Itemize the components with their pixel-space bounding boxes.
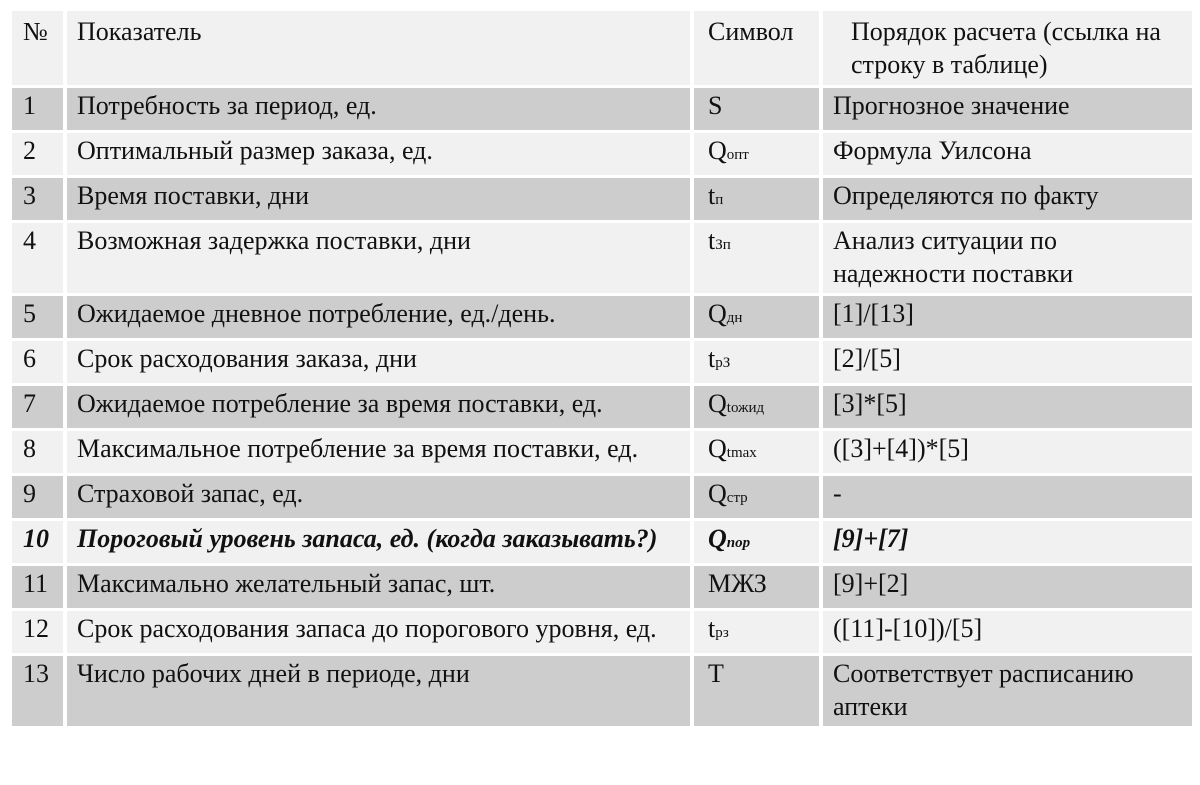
row-indicator: Ожидаемое дневное потребление, ед./день. [65, 295, 692, 340]
row-symbol [692, 340, 821, 385]
row-symbol [692, 177, 821, 222]
row-calc: Соответствует расписанию аптеки [821, 655, 1192, 728]
header-symbol: Символ [692, 11, 821, 87]
row-num: 11 [12, 565, 65, 610]
table-body [12, 87, 1192, 728]
symbol-main: МЖЗ [708, 569, 767, 598]
row-num: 5 [12, 295, 65, 340]
row-num: 10 [12, 520, 65, 565]
symbol-sub: рз [715, 625, 729, 641]
row-indicator: Время поставки, дни [65, 177, 692, 222]
symbol-sub: рЗ [715, 355, 731, 371]
header-indicator: Показатель [65, 11, 692, 87]
symbol-sub: п [715, 192, 724, 208]
symbol-sub: опт [726, 147, 749, 163]
row-indicator: Число рабочих дней в периоде, дни [65, 655, 692, 728]
row-symbol [692, 385, 821, 430]
row-num: 2 [12, 132, 65, 177]
header-calc: Порядок расчета (ссылка на строку в таблице) [821, 11, 1192, 87]
row-calc: [9]+[7] [821, 520, 1192, 565]
row-num: 13 [12, 655, 65, 728]
row-calc: ([3]+[4])*[5] [821, 430, 1192, 475]
symbol-sub: tmax [726, 445, 757, 461]
table-row [12, 655, 1192, 728]
row-indicator: Срок расходования заказа, дни [65, 340, 692, 385]
row-calc: [2]/[5] [821, 340, 1192, 385]
symbol-sub: дн [726, 310, 743, 326]
row-indicator: Пороговый уровень запаса, ед. (когда заказывать?) [65, 520, 692, 565]
symbol-main: Q [708, 479, 727, 508]
table-row [12, 610, 1192, 655]
row-calc: [9]+[2] [821, 565, 1192, 610]
indicators-table [12, 11, 1192, 729]
row-calc: Анализ ситуации по надежности поставки [821, 222, 1192, 295]
row-indicator: Максимально желательный запас, шт. [65, 565, 692, 610]
row-indicator: Оптимальный размер заказа, ед. [65, 132, 692, 177]
row-calc: - [821, 475, 1192, 520]
table-row [12, 340, 1192, 385]
table-row [12, 430, 1192, 475]
row-calc: Прогнозное значение [821, 87, 1192, 132]
row-num: 4 [12, 222, 65, 295]
row-symbol [692, 295, 821, 340]
symbol-sub: пор [726, 535, 751, 551]
row-indicator: Потребность за период, ед. [65, 87, 692, 132]
row-symbol [692, 565, 821, 610]
table-header [12, 11, 1192, 87]
row-indicator: Максимальное потребление за время поставки, ед. [65, 430, 692, 475]
table-row [12, 475, 1192, 520]
table-row [12, 565, 1192, 610]
table-row [12, 295, 1192, 340]
row-num: 12 [12, 610, 65, 655]
symbol-main: Q [708, 389, 727, 418]
symbol-main: T [708, 659, 724, 688]
symbol-main: Q [708, 299, 727, 328]
row-num: 9 [12, 475, 65, 520]
table-row [12, 132, 1192, 177]
row-indicator: Страховой запас, ед. [65, 475, 692, 520]
header-row [12, 11, 1192, 87]
row-calc: ([11]-[10])/[5] [821, 610, 1192, 655]
row-calc: [3]*[5] [821, 385, 1192, 430]
symbol-main: Q [708, 524, 727, 553]
table-row [12, 520, 1192, 565]
symbol-main: Q [708, 434, 727, 463]
row-symbol [692, 132, 821, 177]
row-symbol [692, 87, 821, 132]
symbol-sub: стр [726, 490, 748, 506]
row-num: 3 [12, 177, 65, 222]
row-indicator: Ожидаемое потребление за время поставки, ед. [65, 385, 692, 430]
symbol-main: t [708, 181, 716, 210]
row-indicator: Возможная задержка поставки, дни [65, 222, 692, 295]
symbol-main: Q [708, 136, 727, 165]
row-num: 8 [12, 430, 65, 475]
table-row [12, 222, 1192, 295]
symbol-main: t [708, 226, 716, 255]
row-calc: Определяются по факту [821, 177, 1192, 222]
row-calc: [1]/[13] [821, 295, 1192, 340]
row-symbol [692, 222, 821, 295]
row-symbol [692, 520, 821, 565]
symbol-main: t [708, 344, 716, 373]
table-row [12, 87, 1192, 132]
table-row [12, 177, 1192, 222]
table-row [12, 385, 1192, 430]
row-num: 6 [12, 340, 65, 385]
row-indicator: Срок расходования запаса до порогового уровня, ед. [65, 610, 692, 655]
symbol-sub: tожид [726, 400, 765, 416]
row-symbol [692, 655, 821, 728]
symbol-sub: Зп [715, 237, 731, 253]
row-num: 1 [12, 87, 65, 132]
row-symbol [692, 430, 821, 475]
symbol-main: t [708, 614, 716, 643]
row-symbol [692, 475, 821, 520]
row-symbol [692, 610, 821, 655]
row-num: 7 [12, 385, 65, 430]
header-num: № [12, 11, 65, 87]
symbol-main: S [708, 91, 723, 120]
row-calc: Формула Уилсона [821, 132, 1192, 177]
